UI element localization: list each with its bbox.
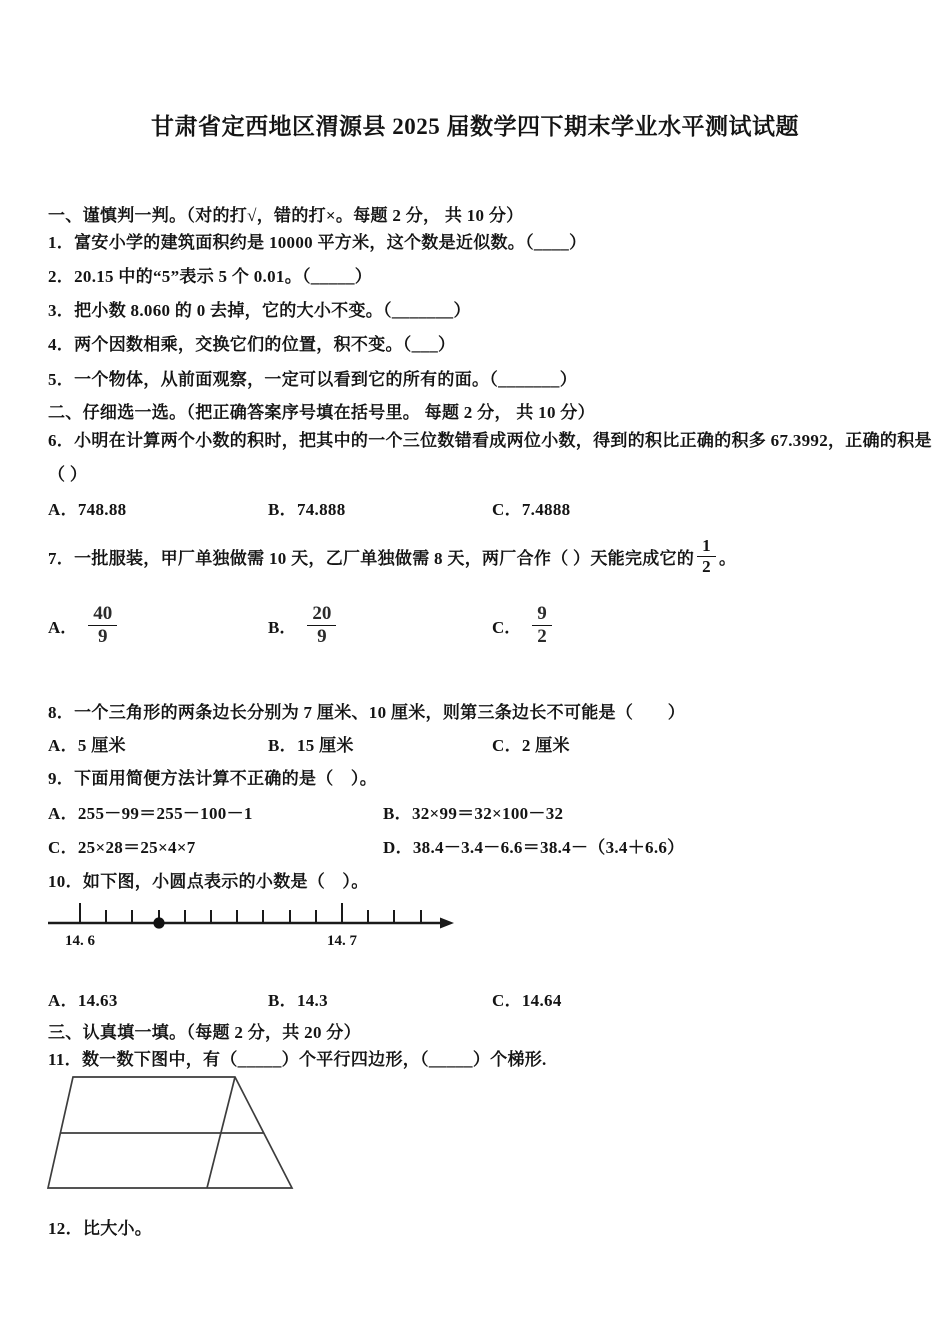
question-7 xyxy=(48,528,736,584)
question-6: 6．小明在计算两个小数的积时，把其中的一个三位数错看成两位小数，得到的积比正确的积多 67.3992，正确的积是 xyxy=(48,431,932,450)
question-6-option-c: C．7.4888 xyxy=(492,500,571,519)
number-line-dot xyxy=(153,917,164,928)
fraction-forty-ninths: $\frac{40}{9}$ xyxy=(88,604,117,647)
fraction-one-half: $\frac{1}{2}$ xyxy=(697,537,716,576)
question-1: 1．富安小学的建筑面积约是 10000 平方米，这个数是近似数。（____） xyxy=(48,233,587,252)
trapezoid-figure xyxy=(30,1070,340,1200)
question-8-option-b: B．15 厘米 xyxy=(268,736,354,755)
fraction-twenty-ninths: $\frac{20}{9}$ xyxy=(307,604,336,647)
question-11: 11．数一数下图中，有（_____）个平行四边形，（_____）个梯形. xyxy=(48,1050,547,1069)
question-7-period: 。 xyxy=(718,548,737,568)
question-9-option-b: B．32×99＝32×100－32 xyxy=(383,804,564,823)
page-title: 甘肃省定西地区渭源县 2025 届数学四下期末学业水平测试试题 xyxy=(151,114,799,139)
question-10-option-c: C．14.64 xyxy=(492,991,562,1010)
section-2-header: 二、仔细选一选。（把正确答案序号填在括号里。 每题 2 分， 共 10 分） xyxy=(48,403,595,422)
number-line-figure xyxy=(42,893,462,953)
question-7-option-a: A． $\frac{40}{9}$ xyxy=(48,604,120,647)
question-4: 4．两个因数相乘，交换它们的位置，积不变。（___） xyxy=(48,335,456,354)
question-7-option-c: C． $\frac{9}{2}$ xyxy=(492,604,555,647)
question-8-option-c: C．2 厘米 xyxy=(492,736,570,755)
question-10-option-b: B．14.3 xyxy=(268,991,328,1010)
fraction-nine-halves: $\frac{9}{2}$ xyxy=(532,604,552,647)
question-6-blank: （ ） xyxy=(48,465,88,484)
question-9-option-d: D．38.4－3.4－6.6＝38.4－（3.4＋6.6） xyxy=(383,838,685,857)
question-10-option-a: A．14.63 xyxy=(48,991,118,1010)
question-12: 12．比大小。 xyxy=(48,1219,153,1238)
number-line-end-label: 14. 7 xyxy=(327,933,357,949)
section-1-header: 一、谨慎判一判。（对的打√，错的打×。每题 2 分， 共 10 分） xyxy=(48,206,524,225)
question-8: 8．一个三角形的两条边长分别为 7 厘米、10 厘米，则第三条边长不可能是（ ） xyxy=(48,703,686,722)
question-7-option-b: B． $\frac{20}{9}$ xyxy=(268,604,339,647)
question-9: 9．下面用简便方法计算不正确的是（ ）。 xyxy=(48,769,377,788)
question-9-option-c: C．25×28＝25×4×7 xyxy=(48,838,196,857)
question-5: 5．一个物体，从前面观察，一定可以看到它的所有的面。（_______） xyxy=(48,370,577,389)
question-7-text: 7．一批服装，甲厂单独做需 10 天，乙厂单独做需 8 天，两厂合作（ ）天能完成它的 xyxy=(48,548,695,568)
question-3: 3．把小数 8.060 的 0 去掉，它的大小不变。（_______） xyxy=(48,301,471,320)
question-2: 2．20.15 中的“5”表示 5 个 0.01。（_____） xyxy=(48,267,373,286)
question-6-option-b: B．74.888 xyxy=(268,500,346,519)
section-3-header: 三、认真填一填。（每题 2 分，共 20 分） xyxy=(48,1023,361,1042)
question-10: 10．如下图，小圆点表示的小数是（ ）。 xyxy=(48,872,369,891)
question-8-option-a: A．5 厘米 xyxy=(48,736,126,755)
number-line-start-label: 14. 6 xyxy=(65,933,95,949)
number-line-arrow xyxy=(440,918,454,929)
question-9-option-a: A．255－99＝255－100－1 xyxy=(48,804,253,823)
question-6-option-a: A．748.88 xyxy=(48,500,127,519)
